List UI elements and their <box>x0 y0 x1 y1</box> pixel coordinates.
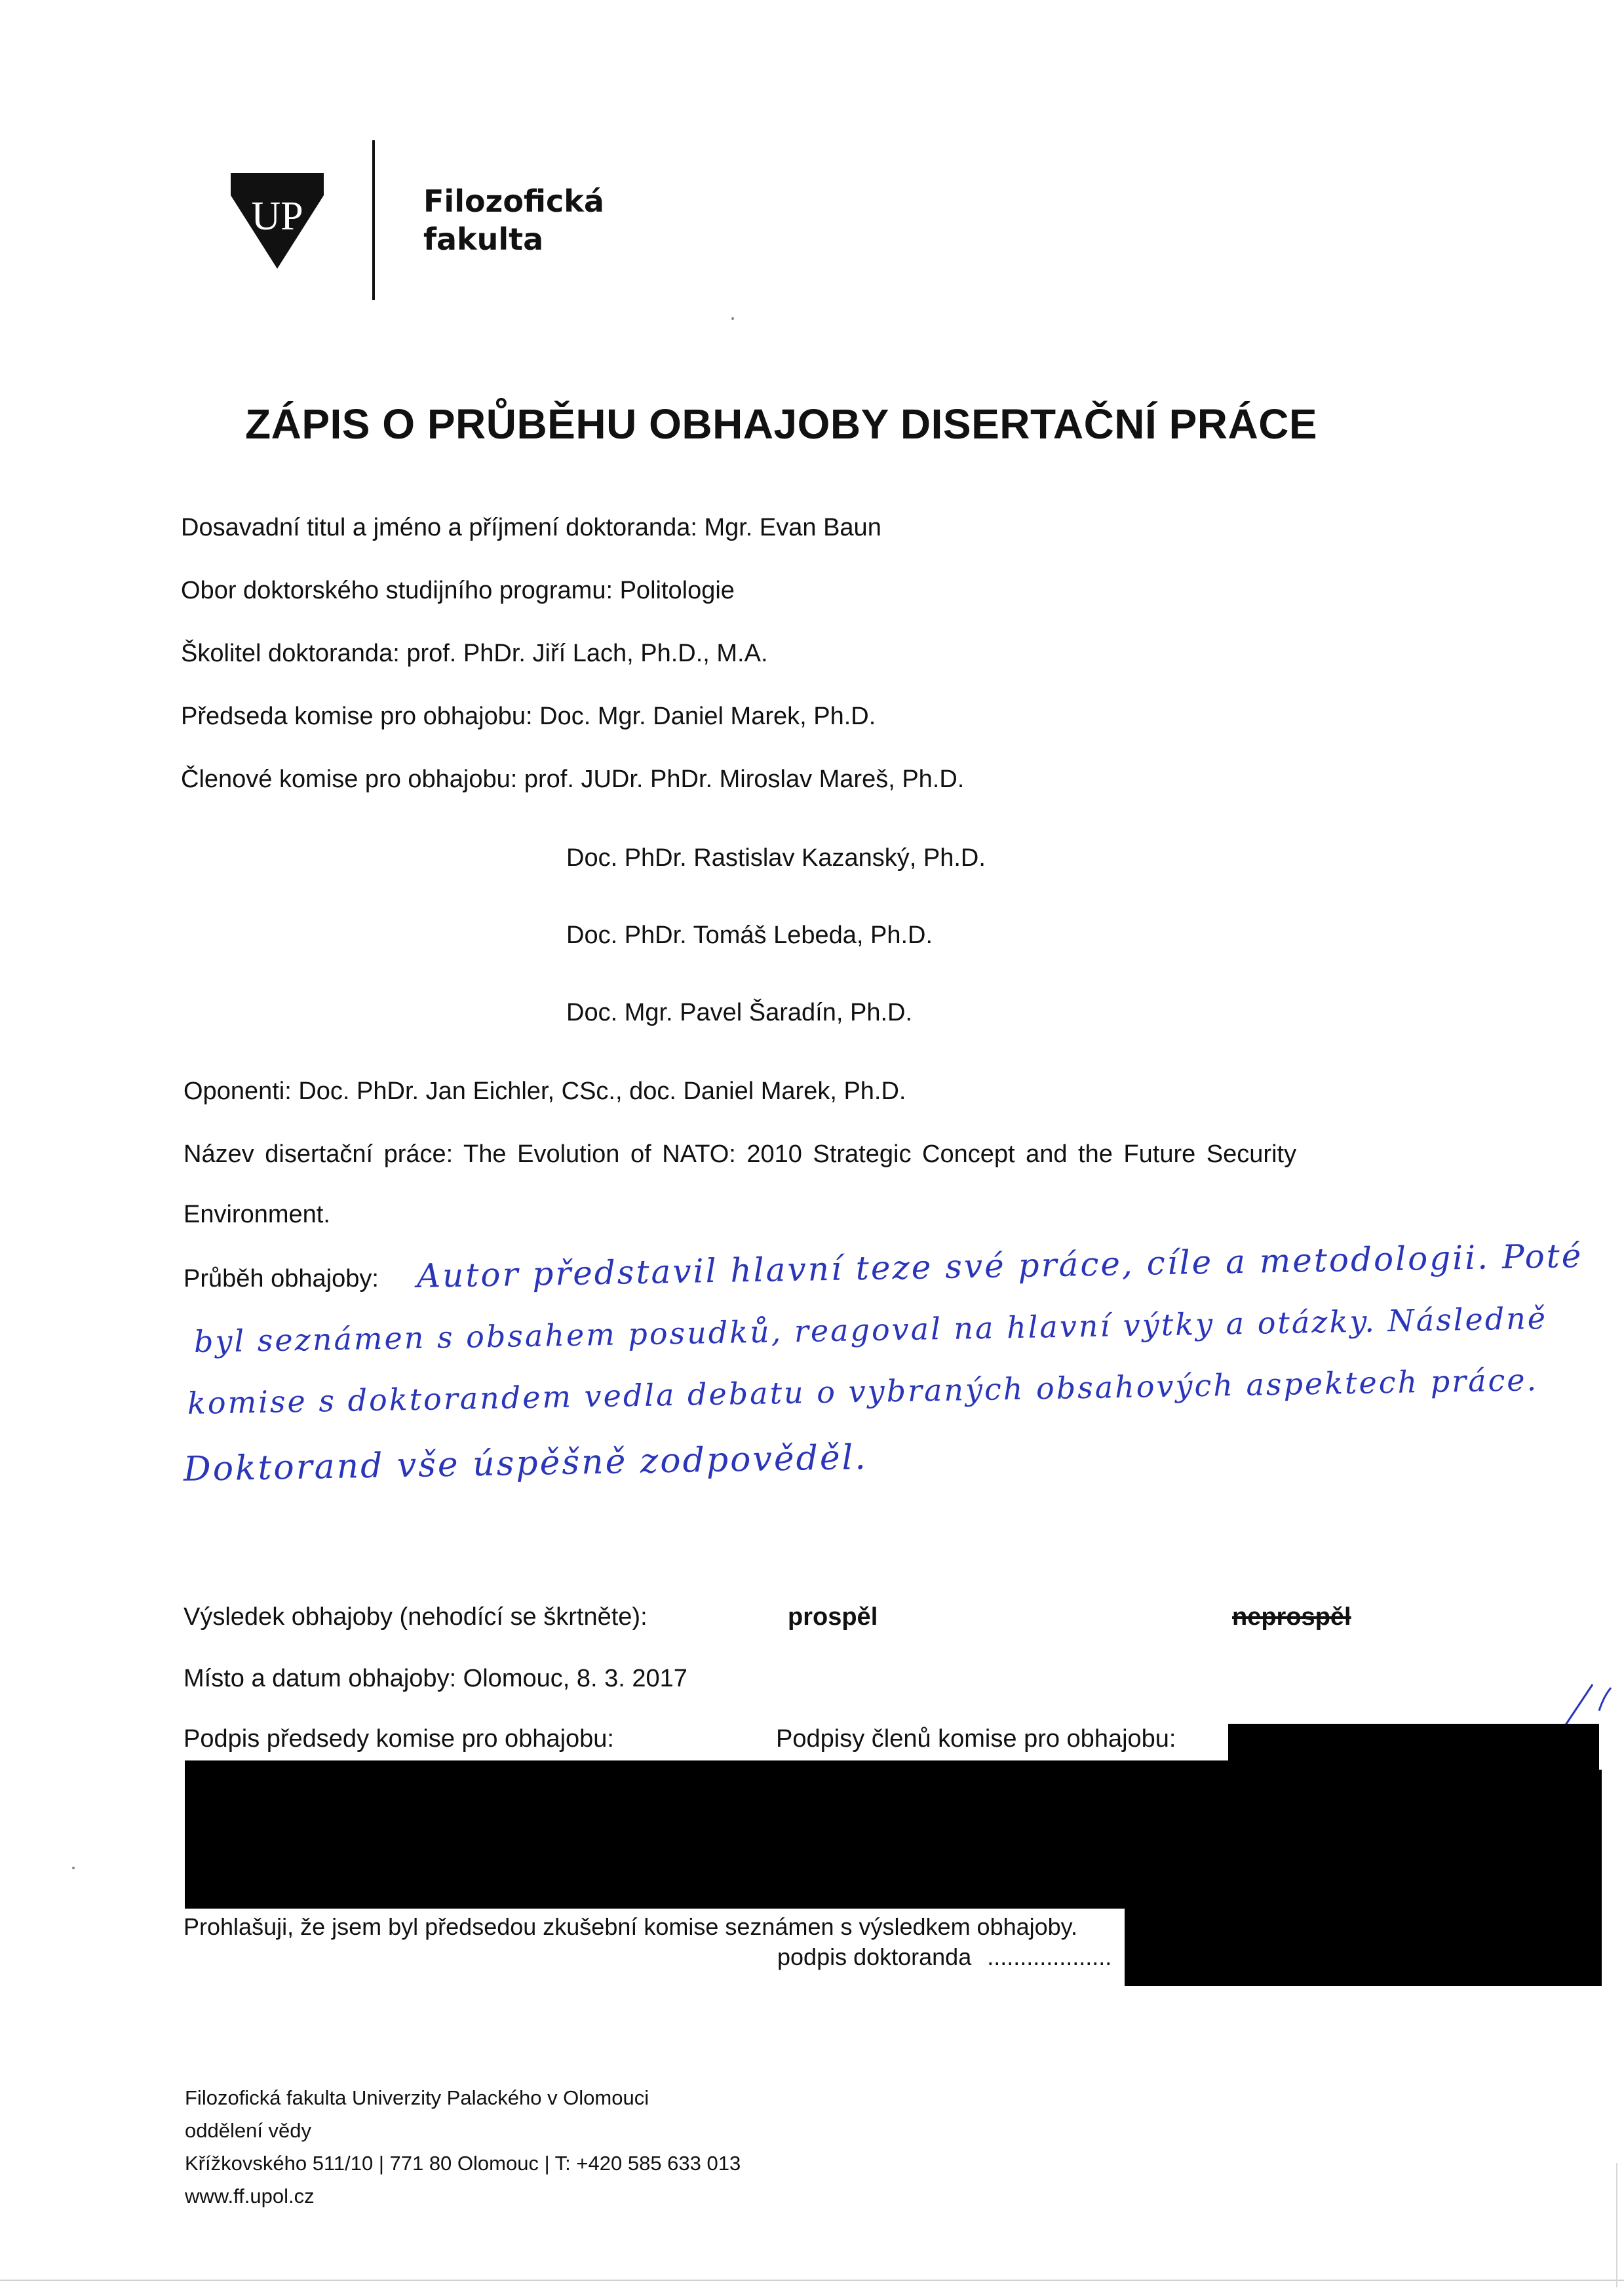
committee-member: Doc. Mgr. Pavel Šaradín, Ph.D. <box>566 999 913 1026</box>
logo-letters: UP <box>251 194 303 239</box>
scan-edge-line <box>0 2280 1624 2281</box>
footer-department: oddělení vědy <box>185 2119 312 2142</box>
handwritten-line: byl seznámen s obsahem posudků, reagoval na hlavní výtky a otázky. Následně <box>193 1300 1548 1359</box>
faculty-name-line1: Filozofická <box>423 184 604 219</box>
candidate-declaration: Prohlašuji, že jsem byl předsedou zkušební komise seznámen s výsledkem obhajoby. <box>184 1913 1078 1940</box>
candidate-name: Dosavadní titul a jméno a příjmení doktoranda: Mgr. Evan Baun <box>181 514 881 541</box>
scan-edge-line <box>1616 2163 1617 2287</box>
handwritten-line: Doktorand vše úspěšně zodpověděl. <box>183 1437 868 1489</box>
handwritten-line: komise s doktorandem vedla debatu o vybraných obsahových aspektech práce. <box>187 1362 1539 1421</box>
document-title: ZÁPIS O PRŮBĚHU OBHAJOBY DISERTAČNÍ PRÁCE <box>245 400 1318 448</box>
committee-member: Doc. PhDr. Rastislav Kazanský, Ph.D. <box>566 844 986 872</box>
committee-members-label: Členové komise pro obhajobu: prof. JUDr. PhDr. Miroslav Mareš, Ph.D. <box>181 766 965 793</box>
result-passed: prospěl <box>788 1603 878 1631</box>
defence-progress-label: Průběh obhajoby: <box>184 1265 379 1293</box>
committee-chair: Předseda komise pro obhajobu: Doc. Mgr. Daniel Marek, Ph.D. <box>181 703 876 730</box>
university-logo-icon <box>228 169 326 271</box>
place-and-date: Místo a datum obhajoby: Olomouc, 8. 3. 2017 <box>184 1665 687 1692</box>
supervisor: Školitel doktoranda: prof. PhDr. Jiří Lach, Ph.D., M.A. <box>181 640 768 667</box>
handwritten-line: Autor představil hlavní teze své práce, cíle a metodologii. Poté <box>416 1236 1583 1295</box>
faculty-name <box>423 182 604 258</box>
logo-divider <box>372 140 375 300</box>
candidate-signature-dots: ................... <box>987 1943 1112 1970</box>
footer-faculty: Filozofická fakulta Univerzity Palackého v Olomouci <box>185 2086 649 2109</box>
candidate-signature-text: podpis doktoranda <box>777 1943 972 1970</box>
field-of-study: Obor doktorského studijního programu: Politologie <box>181 577 735 604</box>
candidate-signature-label <box>777 1945 1112 1969</box>
result-failed-struck: neprospěl <box>1232 1603 1351 1631</box>
members-signature-label: Podpisy členů komise pro obhajobu: <box>776 1725 1176 1753</box>
footer-address <box>185 2082 741 2213</box>
defence-result-label: Výsledek obhajoby (nehodící se škrtněte): <box>184 1603 648 1631</box>
redacted-candidate-signature <box>1125 1770 1602 1986</box>
thesis-title-line1: Název disertační práce: The Evolution of NATO: 2010 Strategic Concept and the Future Security <box>184 1140 1297 1168</box>
opponents: Oponenti: Doc. PhDr. Jan Eichler, CSc., doc. Daniel Marek, Ph.D. <box>184 1078 906 1105</box>
thesis-title-line2: Environment. <box>184 1201 330 1228</box>
faculty-name-line2: fakulta <box>423 222 544 257</box>
chair-signature-label: Podpis předsedy komise pro obhajobu: <box>184 1725 614 1753</box>
footer-contact: Křížkovského 511/10 | 771 80 Olomouc | T: +420 585 633 013 <box>185 2152 741 2175</box>
footer-website-link[interactable]: www.ff.upol.cz <box>185 2185 315 2207</box>
committee-member: Doc. PhDr. Tomáš Lebeda, Ph.D. <box>566 922 933 949</box>
